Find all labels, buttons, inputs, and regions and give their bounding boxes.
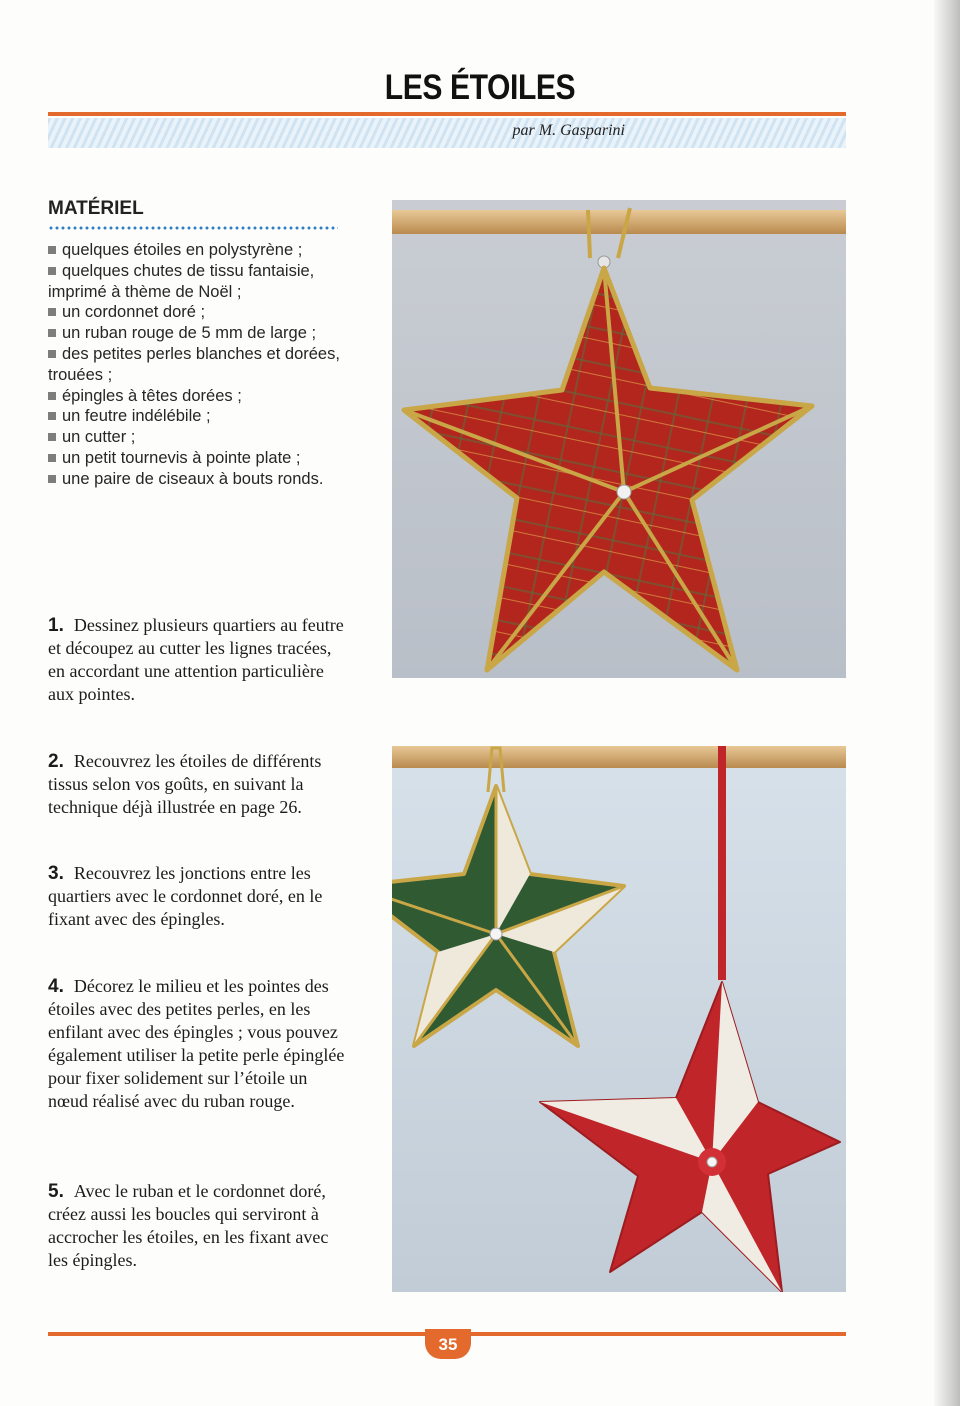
step-2: 2. Recouvrez les étoiles de différents tissus selon vos goûts, en suivant la technique déjà illustrée en page 26. xyxy=(48,751,322,817)
step-5: 5. Avec le ruban et le cordonnet doré, créez aussi les boucles qui serviront à accrocher les étoiles, en les fixant avec les épingles. xyxy=(48,1181,329,1270)
step-1: 1. Dessinez plusieurs quartiers au feutre et découpez au cutter les lignes tracées, en accordant une attention particulière aux pointes. xyxy=(48,615,344,704)
materials-item: quelques chutes de tissu fantaisie, imprimé à thème de Noël ; xyxy=(48,261,315,301)
bullet-square-icon xyxy=(48,433,56,441)
page-title: LES ÉTOILES xyxy=(384,68,576,107)
header-rule xyxy=(48,112,846,116)
materials-item: épingles à têtes dorées ; xyxy=(48,386,348,407)
materials-item: un ruban rouge de 5 mm de large ; xyxy=(48,323,348,344)
materials-list xyxy=(48,240,348,490)
step-3: 3. Recouvrez les jonctions entre les quartiers avec le cordonnet doré, en le fixant avec des épingles. xyxy=(48,863,323,929)
bullet-square-icon xyxy=(48,392,56,400)
photo-green-red-stars xyxy=(392,746,846,1292)
bullet-square-icon xyxy=(48,308,56,316)
red-star-illustration xyxy=(392,200,846,678)
bullet-square-icon xyxy=(48,329,56,337)
materials-item: un feutre indélébile ; xyxy=(48,406,348,427)
materials-heading: MATÉRIEL xyxy=(48,198,144,219)
materials-item: une paire de ciseaux à bouts ronds. xyxy=(48,469,348,490)
dotted-divider xyxy=(48,226,338,230)
bullet-square-icon xyxy=(48,350,56,358)
bullet-square-icon xyxy=(48,454,56,462)
page-binding-shadow xyxy=(934,0,960,1406)
materials-item: des petites perles blanches et dorées, trouées ; xyxy=(48,344,340,384)
materials-item: un cordonnet doré ; xyxy=(48,302,348,323)
green-red-stars-illustration xyxy=(392,746,846,1292)
bullet-square-icon xyxy=(48,475,56,483)
photo-red-star xyxy=(392,200,846,678)
bullet-square-icon xyxy=(48,246,56,254)
author-credit: par M. Gasparini xyxy=(512,122,625,139)
step-4: 4. Décorez le milieu et les pointes des étoiles avec des petites perles, en les enfilant avec des épingles ; vous pouvez également utiliser la petite perle épinglée pour fixer solidement sur l’étoile un nœud réalisé avec du ruban rouge. xyxy=(48,976,345,1111)
page-number: 35 xyxy=(425,1329,471,1359)
bullet-square-icon xyxy=(48,267,56,275)
materials-item: quelques étoiles en polystyrène ; xyxy=(48,240,348,261)
materials-item: un petit tournevis à pointe plate ; xyxy=(48,448,348,469)
bullet-square-icon xyxy=(48,412,56,420)
header-band xyxy=(48,118,846,148)
materials-item: un cutter ; xyxy=(48,427,348,448)
